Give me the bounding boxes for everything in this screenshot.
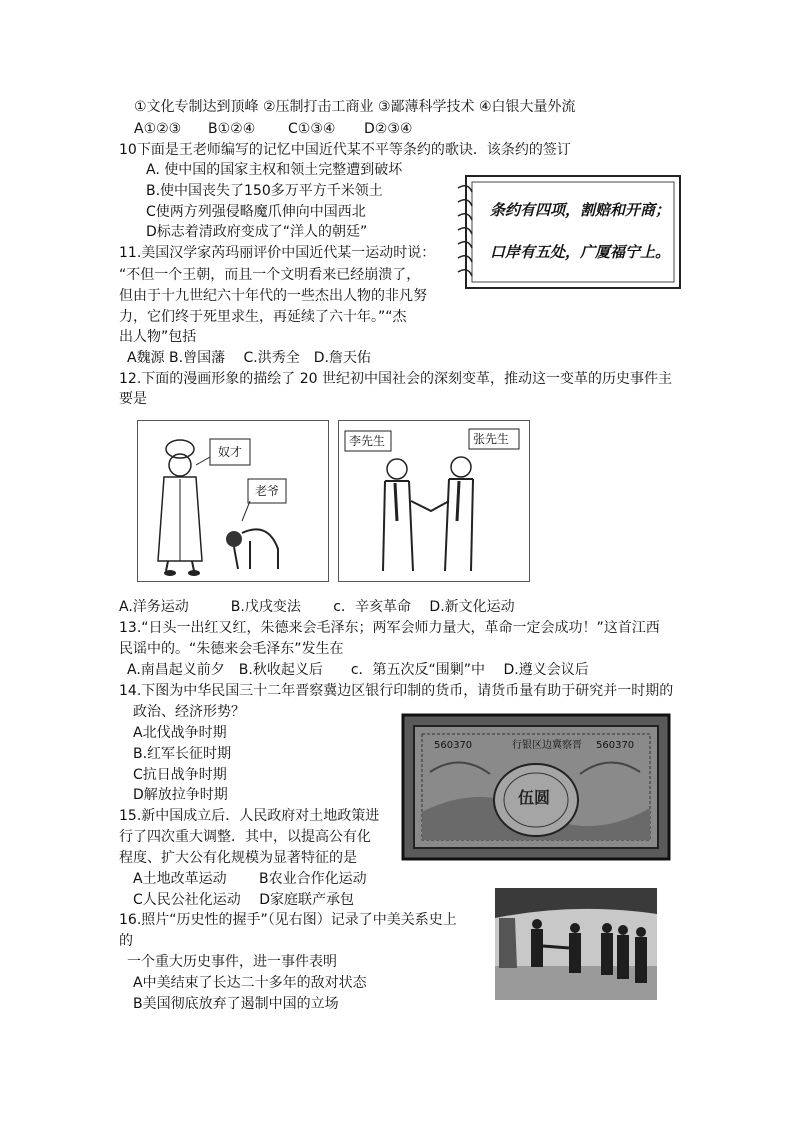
- notebook-line-1: 条约有四项，割赔和开商；: [490, 201, 671, 219]
- q13-stem-line-2: 民谣中的。“朱德来会毛泽东”发生在: [119, 641, 344, 657]
- banknote-top-text: 行银区边冀察晋: [512, 740, 582, 751]
- q12-stem-line-1: 12.下面的漫画形象的描绘了 20 世纪初中国社会的深刻变革，推动这一变革的历史事件主: [119, 371, 672, 387]
- banknote-figure: [400, 712, 672, 862]
- q9-options-text: ①文化专制达到顶峰 ②压制打击工商业 ③鄙薄科学技术 ④白银大量外流: [134, 99, 576, 115]
- q10-option-c: C使两方列强侵略魔爪伸向中国西北: [146, 204, 366, 220]
- q15-line-2: 行了四次重大调整．其中，以提高公有化: [119, 829, 371, 845]
- cartoon-right-label-2: 张先生: [473, 432, 510, 446]
- q13-options: A.南昌起义前夕 B.秋收起义后 c．第五次反“围剿”中 D.遵义会议后: [127, 662, 589, 678]
- q14-option-d: D解放拉争时期: [133, 787, 228, 803]
- q15-options-line-1: A土地改革运动 B农业合作化运动: [133, 871, 367, 887]
- cartoon-left-label-2: 老爷: [255, 484, 280, 498]
- q14-option-c: C抗日战争时期: [133, 767, 227, 783]
- q10-option-a: A. 使中国的国家主权和领土完整遭到破坏: [146, 162, 403, 178]
- handshake-photo-drawing: [495, 888, 657, 1000]
- q9-choice-b: B①②④: [208, 121, 256, 137]
- q11-options: A魏源 B.曾国藩 C.洪秀全 D.詹天佑: [127, 350, 371, 366]
- notebook-figure: [452, 166, 688, 296]
- cartoon-left: [137, 420, 329, 582]
- handshake-photo: [495, 888, 657, 1000]
- q16-option-a: A中美结束了长达二十多年的敌对状态: [133, 975, 367, 991]
- cartoon-right-label-1: 李先生: [349, 434, 386, 448]
- q16-option-b: B美国彻底放弃了遏制中国的立场: [133, 996, 339, 1012]
- q10-stem: 10下面是王老师编写的记忆中国近代某不平等条约的歌诀．该条约的签订: [119, 142, 571, 158]
- banknote-drawing: [400, 712, 672, 862]
- banknote-center: 伍圆: [518, 788, 551, 807]
- cartoon-left-label-1: 奴才: [218, 445, 243, 459]
- q14-option-a: A北伐战争时期: [133, 725, 227, 741]
- banknote-serial-left: 560370: [434, 740, 473, 751]
- q15-line-1: 15.新中国成立后．人民政府对土地政策进: [119, 808, 380, 824]
- q9-choice-a: A①②③: [134, 121, 182, 137]
- q11-line-1: 11.美国汉学家芮玛丽评价中国近代某一运动时说：: [119, 245, 436, 261]
- q9-choice-d: D②③④: [364, 121, 413, 137]
- q12-options: A.洋务运动 B.戊戌变法 c．辛亥革命 D.新文化运动: [119, 599, 515, 615]
- q15-options-line-2: C人民公社化运动 D家庭联产承包: [133, 892, 355, 908]
- q10-option-b: B.使中国丧失了150多万平方千米领土: [146, 183, 383, 199]
- q9-choice-c: C①③④: [288, 121, 336, 137]
- q11-line-2: “不但一个王朝，而且一个文明看来已经崩溃了，: [119, 267, 421, 283]
- q14-option-b: B.红军长征时期: [133, 746, 232, 762]
- banknote-serial-right: 560370: [596, 740, 635, 751]
- q11-line-3: 但由于十九世纪六十年代的一些杰出人物的非凡努: [119, 288, 427, 304]
- q16-line-1: 16.照片“历史性的握手”（见右图）记录了中美关系史上: [119, 912, 457, 928]
- q11-line-4: 力，它们终于死里求生，再延续了六十年。”“杰: [119, 309, 407, 325]
- cartoon-right: [338, 420, 530, 582]
- q16-line-3: 一个重大历史事件，进一事件表明: [127, 954, 337, 970]
- q14-stem-line-1: 14.下图为中华民国三十二年晋察冀边区银行印制的货币，请货币量有助于研究并一时期的: [119, 683, 674, 699]
- q15-line-3: 程度、扩大公有化规模为显著特征的是: [119, 850, 357, 866]
- q14-stem-line-2: 政治、经济形势？: [133, 704, 245, 720]
- notebook-line-2: 口岸有五处，广厦福宁上。: [490, 243, 671, 261]
- q11-line-5: 出人物”包括: [119, 329, 197, 345]
- q10-option-d: D标志着清政府变成了“洋人的朝廷”: [146, 224, 368, 240]
- notebook-drawing: [452, 166, 688, 296]
- q12-stem-line-2: 要是: [119, 391, 147, 407]
- q16-line-2: 的: [119, 933, 133, 949]
- q13-stem-line-1: 13.“日头一出红又红，朱德来会毛泽东；两军会师力量大，革命一定会成功！”这首江西: [119, 620, 660, 636]
